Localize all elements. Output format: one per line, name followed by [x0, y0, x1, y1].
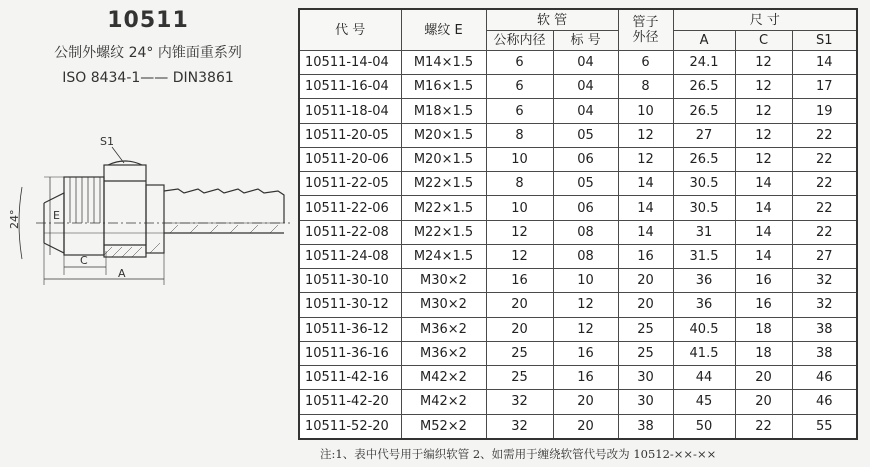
cell-nominal-id: 6	[486, 75, 553, 99]
cell-code: 10511-20-05	[299, 123, 401, 147]
cell-code: 10511-24-08	[299, 244, 401, 268]
table-row	[299, 196, 857, 220]
cell-thread: M24×1.5	[401, 244, 486, 268]
cell-mark: 06	[553, 196, 618, 220]
cell-tube-od: 20	[618, 269, 673, 293]
cell-dim-s1: 17	[792, 75, 857, 99]
cell-nominal-id: 12	[486, 244, 553, 268]
cell-tube-od: 30	[618, 390, 673, 414]
cell-thread: M36×2	[401, 341, 486, 365]
table-row	[299, 123, 857, 147]
table-row	[299, 172, 857, 196]
table-row	[299, 293, 857, 317]
cell-code: 10511-30-12	[299, 293, 401, 317]
collar-outline	[146, 185, 164, 253]
table-row	[299, 220, 857, 244]
cell-code: 10511-20-06	[299, 147, 401, 171]
header-dim-c: C	[735, 31, 792, 51]
fitting-technical-drawing	[0, 125, 296, 289]
footnote: 注:1、表中代号用于编织软管 2、如需用于缠绕软管代号改为 10512-××-××	[320, 447, 717, 461]
cell-nominal-id: 8	[486, 123, 553, 147]
cell-dim-s1: 46	[792, 366, 857, 390]
label-angle: 24°	[8, 209, 21, 229]
table-row	[299, 366, 857, 390]
cell-mark: 12	[553, 317, 618, 341]
cell-tube-od: 14	[618, 196, 673, 220]
cell-tube-od: 8	[618, 75, 673, 99]
cell-thread: M14×1.5	[401, 51, 486, 75]
header-nominal-id: 公称内径	[486, 31, 553, 51]
cell-tube-od: 14	[618, 172, 673, 196]
cell-dim-c: 16	[735, 293, 792, 317]
label-c: C	[80, 254, 88, 267]
cell-mark: 08	[553, 220, 618, 244]
table-row	[299, 147, 857, 171]
cell-thread: M22×1.5	[401, 220, 486, 244]
cell-tube-od: 25	[618, 317, 673, 341]
cell-dim-s1: 22	[792, 123, 857, 147]
cell-dim-c: 12	[735, 51, 792, 75]
cell-dim-c: 18	[735, 341, 792, 365]
fitting-drawing-svg	[0, 125, 296, 285]
cell-nominal-id: 16	[486, 269, 553, 293]
table-row	[299, 341, 857, 365]
cell-dim-c: 16	[735, 269, 792, 293]
table-row	[299, 269, 857, 293]
table-row	[299, 51, 857, 75]
header-code: 代 号	[299, 9, 401, 51]
cell-thread: M20×1.5	[401, 123, 486, 147]
table-row	[299, 244, 857, 268]
cell-mark: 05	[553, 172, 618, 196]
cell-dim-s1: 22	[792, 220, 857, 244]
cell-dim-s1: 27	[792, 244, 857, 268]
cell-tube-od: 12	[618, 123, 673, 147]
cell-code: 10511-42-16	[299, 366, 401, 390]
cell-dim-s1: 22	[792, 172, 857, 196]
cell-nominal-id: 10	[486, 196, 553, 220]
cell-nominal-id: 10	[486, 147, 553, 171]
cell-dim-a: 40.5	[673, 317, 735, 341]
product-info-panel	[0, 0, 296, 467]
label-a: A	[118, 267, 126, 280]
cell-dim-a: 26.5	[673, 147, 735, 171]
table-row	[299, 414, 857, 439]
cell-mark: 20	[553, 390, 618, 414]
specification-table-body	[299, 51, 857, 440]
cell-thread: M16×1.5	[401, 75, 486, 99]
cell-dim-a: 30.5	[673, 172, 735, 196]
cell-dim-s1: 32	[792, 293, 857, 317]
cell-thread: M22×1.5	[401, 196, 486, 220]
cell-dim-a: 44	[673, 366, 735, 390]
specification-table	[298, 8, 858, 440]
cell-nominal-id: 32	[486, 390, 553, 414]
cell-dim-a: 36	[673, 269, 735, 293]
cell-thread: M22×1.5	[401, 172, 486, 196]
cell-mark: 16	[553, 366, 618, 390]
cell-mark: 04	[553, 99, 618, 123]
cell-thread: M30×2	[401, 269, 486, 293]
cell-nominal-id: 8	[486, 172, 553, 196]
cell-dim-a: 36	[673, 293, 735, 317]
cell-dim-a: 26.5	[673, 75, 735, 99]
cell-thread: M18×1.5	[401, 99, 486, 123]
cell-dim-c: 12	[735, 123, 792, 147]
cell-dim-a: 30.5	[673, 196, 735, 220]
cell-dim-s1: 55	[792, 414, 857, 439]
header-tube-od: 管子 外径	[618, 9, 673, 51]
cell-dim-c: 12	[735, 99, 792, 123]
header-thread: 螺纹 E	[401, 9, 486, 51]
cell-dim-s1: 14	[792, 51, 857, 75]
cell-thread: M52×2	[401, 414, 486, 439]
cell-code: 10511-18-04	[299, 99, 401, 123]
cell-dim-s1: 32	[792, 269, 857, 293]
cell-dim-c: 20	[735, 390, 792, 414]
cell-mark: 04	[553, 75, 618, 99]
header-dimensions: 尺 寸	[673, 9, 857, 31]
cell-dim-c: 14	[735, 172, 792, 196]
cell-code: 10511-30-10	[299, 269, 401, 293]
cell-mark: 05	[553, 123, 618, 147]
cell-tube-od: 25	[618, 341, 673, 365]
cell-dim-a: 31	[673, 220, 735, 244]
header-dim-a: A	[673, 31, 735, 51]
cell-code: 10511-22-08	[299, 220, 401, 244]
cell-dim-c: 12	[735, 147, 792, 171]
cell-dim-a: 41.5	[673, 341, 735, 365]
hex-nut-outline	[104, 165, 146, 257]
cell-mark: 12	[553, 293, 618, 317]
cell-mark: 16	[553, 341, 618, 365]
table-row	[299, 99, 857, 123]
cell-tube-od: 30	[618, 366, 673, 390]
cell-mark: 06	[553, 147, 618, 171]
cell-dim-a: 45	[673, 390, 735, 414]
cell-code: 10511-42-20	[299, 390, 401, 414]
cell-code: 10511-52-20	[299, 414, 401, 439]
cell-tube-od: 10	[618, 99, 673, 123]
cell-nominal-id: 25	[486, 341, 553, 365]
series-description: 公制外螺纹 24° 内锥面重系列	[54, 45, 242, 61]
model-number: 10511	[107, 8, 189, 33]
cell-nominal-id: 12	[486, 220, 553, 244]
cell-dim-a: 31.5	[673, 244, 735, 268]
header-hose: 软 管	[486, 9, 618, 31]
cell-mark: 10	[553, 269, 618, 293]
cell-code: 10511-22-06	[299, 196, 401, 220]
standard-reference: ISO 8434-1—— DIN3861	[62, 70, 234, 86]
cell-nominal-id: 20	[486, 317, 553, 341]
cell-dim-c: 14	[735, 196, 792, 220]
cell-tube-od: 14	[618, 220, 673, 244]
cell-tube-od: 12	[618, 147, 673, 171]
cell-tube-od: 6	[618, 51, 673, 75]
label-s1: S1	[100, 135, 114, 148]
header-mark: 标 号	[553, 31, 618, 51]
table-row	[299, 390, 857, 414]
cell-thread: M20×1.5	[401, 147, 486, 171]
hose-tail-outline	[164, 189, 284, 223]
cell-code: 10511-22-05	[299, 172, 401, 196]
label-e: E	[53, 209, 60, 222]
cell-nominal-id: 32	[486, 414, 553, 439]
cell-nominal-id: 20	[486, 293, 553, 317]
cell-nominal-id: 6	[486, 51, 553, 75]
cell-dim-a: 24.1	[673, 51, 735, 75]
cell-tube-od: 38	[618, 414, 673, 439]
cell-thread: M42×2	[401, 366, 486, 390]
cell-mark: 08	[553, 244, 618, 268]
cell-dim-c: 22	[735, 414, 792, 439]
cell-dim-c: 18	[735, 317, 792, 341]
cell-thread: M36×2	[401, 317, 486, 341]
header-dim-s1: S1	[792, 31, 857, 51]
cell-nominal-id: 6	[486, 99, 553, 123]
cell-code: 10511-36-12	[299, 317, 401, 341]
cell-code: 10511-36-16	[299, 341, 401, 365]
cell-tube-od: 20	[618, 293, 673, 317]
cell-dim-a: 27	[673, 123, 735, 147]
cell-mark: 20	[553, 414, 618, 439]
cell-dim-s1: 38	[792, 341, 857, 365]
cell-dim-a: 26.5	[673, 99, 735, 123]
cell-dim-s1: 19	[792, 99, 857, 123]
cell-code: 10511-16-04	[299, 75, 401, 99]
cell-tube-od: 16	[618, 244, 673, 268]
cell-thread: M30×2	[401, 293, 486, 317]
cell-dim-s1: 22	[792, 196, 857, 220]
cell-thread: M42×2	[401, 390, 486, 414]
cell-dim-c: 12	[735, 75, 792, 99]
table-row	[299, 75, 857, 99]
cell-dim-c: 20	[735, 366, 792, 390]
cell-dim-s1: 38	[792, 317, 857, 341]
cell-dim-a: 50	[673, 414, 735, 439]
cell-dim-c: 14	[735, 244, 792, 268]
cell-dim-s1: 22	[792, 147, 857, 171]
cell-nominal-id: 25	[486, 366, 553, 390]
table-row	[299, 317, 857, 341]
cell-mark: 04	[553, 51, 618, 75]
cell-code: 10511-14-04	[299, 51, 401, 75]
cell-dim-s1: 46	[792, 390, 857, 414]
cell-dim-c: 14	[735, 220, 792, 244]
